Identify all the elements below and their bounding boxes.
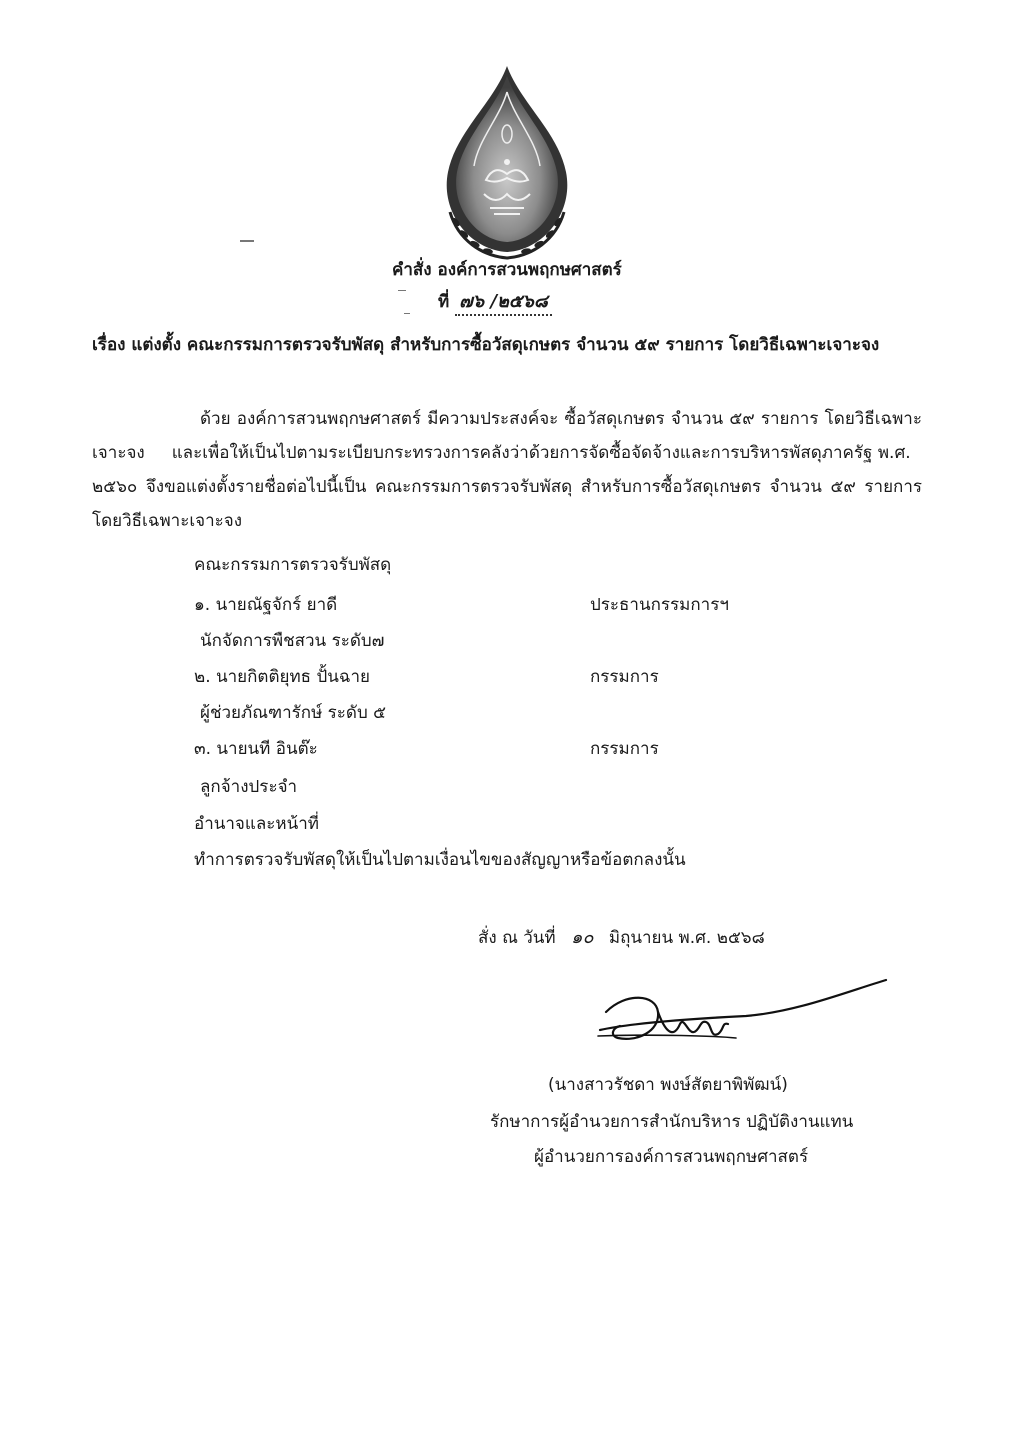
body-line: ๒๕๖๐ จึงขอแต่งตั้งรายชื่อต่อไปนี้เป็น คณะกรรมการตรวจรับพัสดุ สำหรับการซื้อวัสดุเกษตร จำนวน ๕๙ รายการ [92,477,922,497]
order-number-value: ๗๖ /๒๕๖๘ [455,290,552,316]
order-number [438,290,552,316]
signatory-title: รักษาการผู้อำนวยการสำนักบริหาร ปฏิบัติงานแทน [490,1112,854,1132]
member-name: ๒. นายกิตติยุทธ ปั้นฉาย [194,667,370,687]
body-paragraph [92,402,922,538]
committee-heading: คณะกรรมการตรวจรับพัสดุ [194,555,392,575]
duties-text: ทำการตรวจรับพัสดุให้เป็นไปตามเงื่อนไขของสัญญาหรือข้อตกลงนั้น [194,850,686,870]
member-role: กรรมการ [590,739,659,759]
member-name: ๑. นายณัฐจักร์ ยาดี [194,595,338,615]
body-line: โดยวิธีเฉพาะเจาะจง [92,511,243,531]
signatory-title: ผู้อำนวยการองค์การสวนพฤกษศาสตร์ [534,1147,809,1167]
scan-speck [398,290,406,291]
member-position: ลูกจ้างประจำ [200,777,298,797]
subject-line: เรื่อง แต่งตั้ง คณะกรรมการตรวจรับพัสดุ สำหรับการซื้อวัสดุเกษตร จำนวน ๕๙ รายการ โดยวิธีเฉพาะเจาะจง [92,335,880,355]
handwritten-signature [596,972,896,1062]
member-role: กรรมการ [590,667,659,687]
member-role: ประธานกรรมการฯ [590,595,729,615]
body-line: ด้วย องค์การสวนพฤกษศาสตร์ มีความประสงค์จะ ซื้อวัสดุเกษตร จำนวน ๕๙ รายการ โดยวิธีเฉพาะ [200,409,922,429]
order-number-prefix: ที่ [438,292,450,312]
body-line: เจาะจง และเพื่อให้เป็นไปตามระเบียบกระทรวงการคลังว่าด้วยการจัดซื้อจัดจ้างและการบริหารพัสดุภาครัฐ พ.ศ. [92,443,911,463]
order-date [478,926,765,950]
order-date-prefix: สั่ง ณ วันที่ [478,928,556,948]
organization-seal-icon [434,62,580,262]
order-title: คำสั่ง องค์การสวนพฤกษศาสตร์ [392,260,622,280]
member-name: ๓. นายนที อินต๊ะ [194,739,318,759]
member-position: ผู้ช่วยภัณฑารักษ์ ระดับ ๕ [200,703,387,723]
order-date-day: ๑๐ [571,927,594,948]
signatory-name: (นางสาวรัชดา พงษ์สัตยาพิพัฒน์) [548,1075,788,1095]
scan-speck [404,313,410,314]
duties-heading: อำนาจและหน้าที่ [194,814,319,834]
member-position: นักจัดการพืชสวน ระดับ๗ [200,631,385,651]
order-date-month-year: มิถุนายน พ.ศ. ๒๕๖๘ [608,928,765,948]
scan-speck [240,240,254,242]
